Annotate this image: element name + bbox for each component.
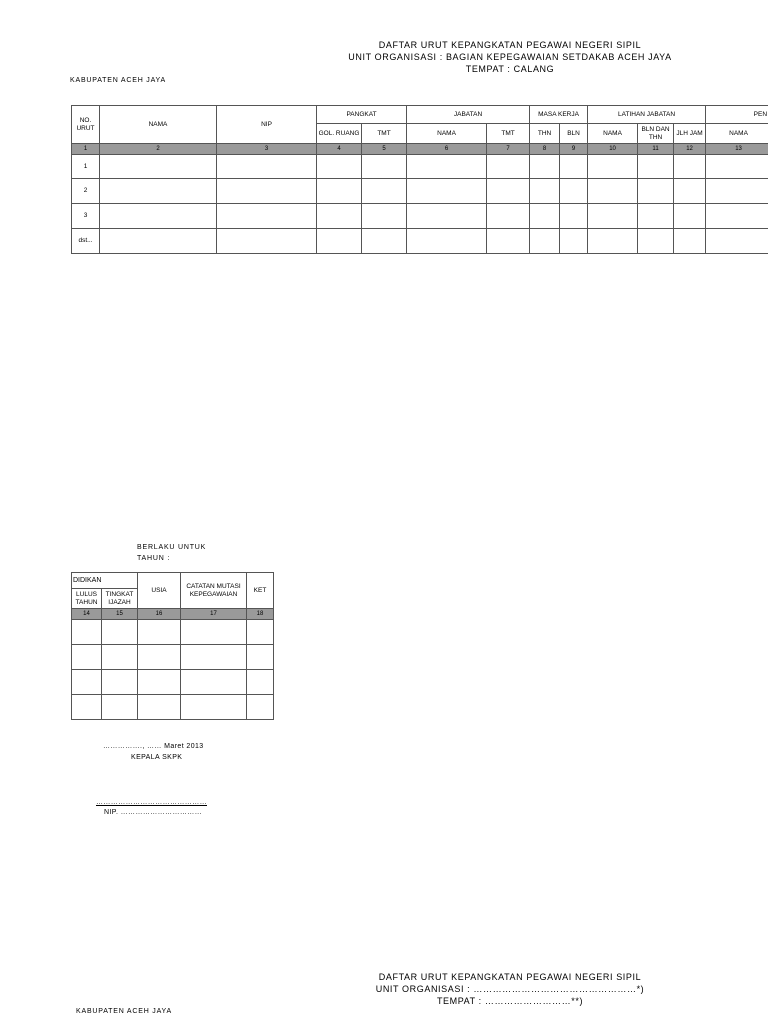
header-latihan-jabatan: LATIHAN JABATAN <box>588 106 706 124</box>
header-no-urut: NO. URUT <box>72 106 100 144</box>
table-row <box>72 179 768 204</box>
region-label-page3: KABUPATEN ACEH JAYA <box>76 1008 172 1015</box>
col-num: 17 <box>181 609 247 620</box>
continuation-table <box>71 572 274 720</box>
col-num: 14 <box>72 609 102 620</box>
table-row <box>72 695 274 720</box>
table-row <box>72 229 768 254</box>
col-num: 7 <box>487 144 530 155</box>
header-tingkat-ijazah: TINGKAT IJAZAH <box>102 589 138 609</box>
region-label: KABUPATEN ACEH JAYA <box>70 77 166 84</box>
col-num: 4 <box>317 144 362 155</box>
column-number-row <box>72 609 274 620</box>
col-num: 15 <box>102 609 138 620</box>
col-num: 10 <box>588 144 638 155</box>
header-gol-ruang: GOL. RUANG <box>317 124 362 144</box>
row-number: 2 <box>72 179 100 204</box>
signer-name-line: ……………………………………… <box>96 799 207 806</box>
header-jabatan: JABATAN <box>407 106 530 124</box>
col-num: 5 <box>362 144 407 155</box>
col-num: 6 <box>407 144 487 155</box>
header-jabatan-nama: NAMA <box>407 124 487 144</box>
header-ket: KET <box>247 573 274 609</box>
header-didikan: DIDIKAN <box>72 573 138 589</box>
col-num: 1 <box>72 144 100 155</box>
validity-block <box>137 542 206 564</box>
table-row <box>72 204 768 229</box>
header-bln-dan-thn: BLN DAN THN <box>638 124 674 144</box>
tahun-label: TAHUN : <box>137 555 171 562</box>
page1-title <box>300 39 720 75</box>
title-line-2: UNIT ORGANISASI : ……………………………………………*) <box>375 984 645 994</box>
col-num: 16 <box>138 609 181 620</box>
signer-nip-line: NIP. …………………………… <box>104 809 203 816</box>
header-jlh-jam: JLH JAM <box>674 124 706 144</box>
title-line-1: DAFTAR URUT KEPANGKATAN PEGAWAI NEGERI SIPIL <box>378 972 642 982</box>
header-catatan-mutasi: CATATAN MUTASI KEPEGAWAIAN <box>181 573 247 609</box>
header-thn: THN <box>530 124 560 144</box>
ranking-table <box>71 105 768 254</box>
table-row <box>72 620 274 645</box>
date-line: ……………., …… Maret 2013 <box>103 743 204 750</box>
col-num: 12 <box>674 144 706 155</box>
title-line-2: UNIT ORGANISASI : BAGIAN KEPEGAWAIAN SETDAKAB ACEH JAYA <box>348 52 672 62</box>
header-lulus-tahun: LULUS TAHUN <box>72 589 102 609</box>
header-usia: USIA <box>138 573 181 609</box>
col-num: 13 <box>706 144 768 155</box>
table-row <box>72 670 274 695</box>
title-line-1: DAFTAR URUT KEPANGKATAN PEGAWAI NEGERI SIPIL <box>378 40 642 50</box>
col-num: 11 <box>638 144 674 155</box>
col-num: 8 <box>530 144 560 155</box>
title-line-3: TEMPAT : ………………………**) <box>436 996 584 1006</box>
column-number-row <box>72 144 768 155</box>
row-number: 1 <box>72 155 100 179</box>
signer-title: KEPALA SKPK <box>131 754 183 761</box>
header-pangkat: PANGKAT <box>317 106 407 124</box>
col-num: 3 <box>217 144 317 155</box>
header-masa-kerja: MASA KERJA <box>530 106 588 124</box>
header-pen-nama: NAMA <box>706 124 768 144</box>
row-number: dst... <box>72 229 100 254</box>
header-latihan-nama: NAMA <box>588 124 638 144</box>
header-nama: NAMA <box>100 106 217 144</box>
header-nip: NIP <box>217 106 317 144</box>
col-num: 9 <box>560 144 588 155</box>
row-number: 3 <box>72 204 100 229</box>
col-num: 2 <box>100 144 217 155</box>
table-row <box>72 645 274 670</box>
header-pen: PEN <box>706 106 768 124</box>
header-tmt-pangkat: TMT <box>362 124 407 144</box>
header-tmt-jabatan: TMT <box>487 124 530 144</box>
title-line-3: TEMPAT : CALANG <box>465 64 555 74</box>
header-bln: BLN <box>560 124 588 144</box>
col-num: 18 <box>247 609 274 620</box>
berlaku-untuk-label: BERLAKU UNTUK <box>137 544 207 551</box>
page3-title <box>300 971 720 1007</box>
table-row <box>72 155 768 179</box>
